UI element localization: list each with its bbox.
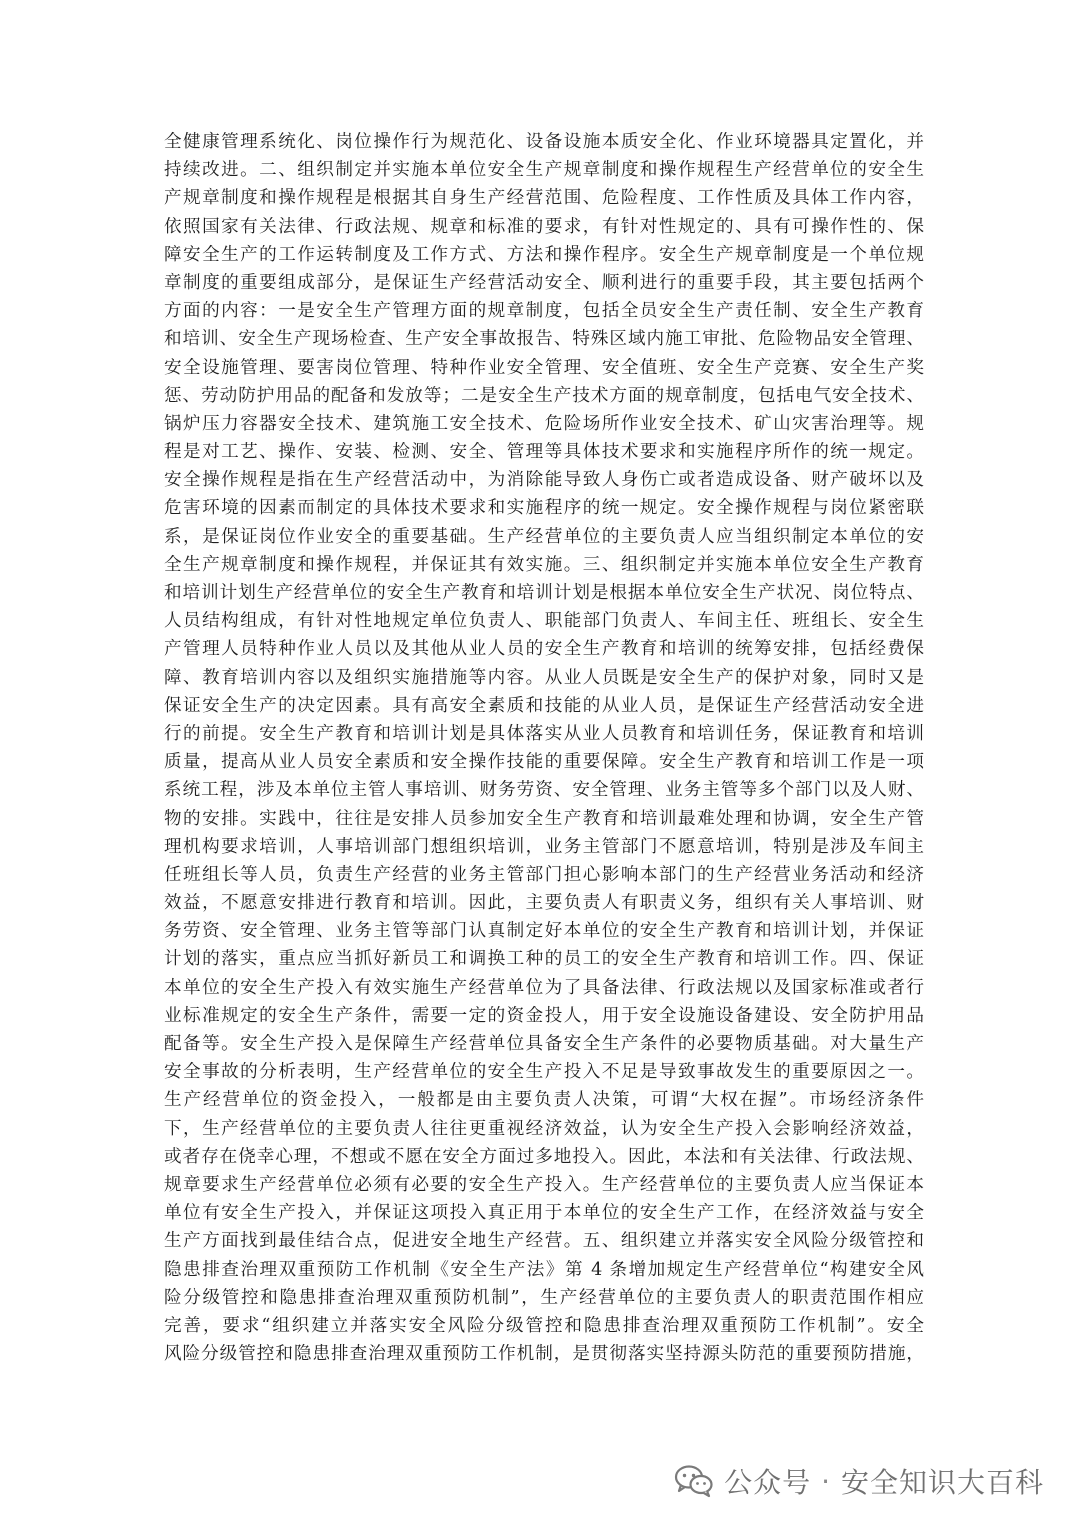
text-line: 任班组长等人员，负责生产经营的业务主管部门担心影响本部门的生产经营业务活动和经济 xyxy=(164,864,924,885)
text-line: 规章要求生产经营单位必须有必要的安全生产投入。生产经营单位的主要负责人应当保证本 xyxy=(164,1174,924,1195)
text-line: 风险分级管控和隐患排查治理双重预防工作机制，是贯彻落实坚持源头防范的重要预防措施， xyxy=(164,1344,924,1365)
text-line: 隐患排查治理双重预防工作机制《安全生产法》第 4 条增加规定生产经营单位“构建安全风 xyxy=(164,1259,924,1280)
text-line: 计划的落实，重点应当抓好新员工和调换工种的员工的安全生产教育和培训工作。四、保证 xyxy=(164,949,924,970)
text-line: 锅炉压力容器安全技术、建筑施工安全技术、危险场所作业安全技术、矿山灾害治理等。规 xyxy=(164,413,924,434)
text-line: 完善，要求“组织建立并落实安全风险分级管控和隐患排查治理双重预防工作机制”。安全 xyxy=(164,1315,924,1336)
text-line: 物的安排。实践中，往往是安排人员参加安全生产教育和培训最难处理和协调，安全生产管 xyxy=(164,808,924,829)
text-line: 障安全生产的工作运转制度及工作方式、方法和操作程序。安全生产规章制度是一个单位规 xyxy=(164,244,924,265)
watermark-separator: · xyxy=(821,1464,831,1498)
text-line: 安全操作规程是指在生产经营活动中，为消除能导致人身伤亡或者造成设备、财产破坏以及 xyxy=(164,470,924,491)
text-line: 单位有安全生产投入，并保证这项投入真正用于本单位的安全生产工作，在经济效益与安全 xyxy=(164,1203,924,1224)
text-line: 全健康管理系统化、岗位操作行为规范化、设备设施本质安全化、作业环境器具定置化，并 xyxy=(164,132,924,152)
text-line: 理机构要求培训，人事培训部门想组织培训，业务主管部门不愿意培训，特别是涉及车间主 xyxy=(164,836,924,857)
account-watermark xyxy=(674,1459,1044,1503)
document-body xyxy=(164,128,924,1368)
text-line: 险分级管控和隐患排查治理双重预防机制”，生产经营单位的主要负责人的职责范围作相应 xyxy=(164,1287,924,1308)
text-line: 下，生产经营单位的主要负责人往往更重视经济效益，认为安全生产投入会影响经济效益， xyxy=(164,1118,924,1139)
text-line: 业标准规定的安全生产条件，需要一定的资金投人，用于安全设施设备建设、安全防护用品 xyxy=(164,1005,924,1026)
text-line: 效益，不愿意安排进行教育和培训。因此，主要负责人有职责义务，组织有关人事培训、财 xyxy=(164,893,924,914)
text-line: 生产经营单位的资金投入，一般都是由主要负责人决策，可谓“大权在握”。市场经济条件 xyxy=(164,1090,924,1111)
text-line: 行的前提。安全生产教育和培训计划是具体落实从业人员教育和培训任务，保证教育和培训 xyxy=(164,723,924,744)
text-line: 程是对工艺、操作、安装、检测、安全、管理等具体技术要求和实施程序所作的统一规定。 xyxy=(164,442,924,463)
text-line: 和培训、安全生产现场检查、生产安全事故报告、特殊区域内施工审批、危险物品安全管理、 xyxy=(164,329,924,350)
text-line: 系，是保证岗位作业安全的重要基础。生产经营单位的主要负责人应当组织制定本单位的安 xyxy=(164,526,924,547)
text-line: 安全设施管理、要害岗位管理、特种作业安全管理、安全值班、安全生产竞赛、安全生产奖 xyxy=(164,357,924,378)
text-line: 惩、劳动防护用品的配备和发放等；二是安全生产技术方面的规章制度，包括电气安全技术、 xyxy=(164,385,924,406)
text-line: 持续改进。二、组织制定并实施本单位安全生产规章制度和操作规程生产经营单位的安全生 xyxy=(164,160,924,181)
text-line: 务劳资、安全管理、业务主管等部门认真制定好本单位的安全生产教育和培训计划，并保证 xyxy=(164,921,924,942)
text-line: 生产方面找到最佳结合点，促进安全地生产经营。五、组织建立并落实安全风险分级管控和 xyxy=(164,1231,924,1252)
text-line: 产规章制度和操作规程是根据其自身生产经营范围、危险程度、工作性质及具体工作内容， xyxy=(164,188,924,209)
watermark-label: 公众号 xyxy=(724,1466,812,1499)
text-line: 或者存在侥幸心理，不想或不愿在安全方面过多地投入。因此，本法和有关法律、行政法规、 xyxy=(164,1146,924,1167)
text-line: 章制度的重要组成部分，是保证生产经营活动安全、顺利进行的重要手段，其主要包括两个 xyxy=(164,272,924,293)
text-line: 配备等。安全生产投入是保障生产经营单位具备安全生产条件的必要物质基础。对大量生产 xyxy=(164,1034,924,1054)
text-line: 方面的内容：一是安全生产管理方面的规章制度，包括全员安全生产责任制、安全生产教育 xyxy=(164,301,924,322)
text-line: 质量，提高从业人员安全素质和安全操作技能的重要保障。安全生产教育和培训工作是一项 xyxy=(164,752,924,773)
text-line: 人员结构组成，有针对性地规定单位负责人、职能部门负责人、车间主任、班组长、安全生 xyxy=(164,611,924,632)
text-line: 危害环境的因素而制定的具体技术要求和实施程序的统一规定。安全操作规程与岗位紧密联 xyxy=(164,498,924,519)
text-line: 保证安全生产的决定因素。具有高安全素质和技能的从业人员，是保证生产经营活动安全进 xyxy=(164,695,924,716)
text-line: 依照国家有关法律、行政法规、规章和标准的要求，有针对性规定的、具有可操作性的、保 xyxy=(164,216,924,237)
text-line: 产管理人员特种作业人员以及其他从业人员的安全生产教育和培训的统筹安排，包括经费保 xyxy=(164,639,924,660)
text-line: 安全事故的分析表明，生产经营单位的安全生产投入不足是导致事故发生的重要原因之一。 xyxy=(164,1062,924,1083)
watermark-account-name: 安全知识大百科 xyxy=(840,1466,1044,1499)
text-line: 本单位的安全生产投入有效实施生产经营单位为了具备法律、行政法规以及国家标准或者行 xyxy=(164,977,924,998)
text-line: 系统工程，涉及本单位主管人事培训、财务劳资、安全管理、业务主管等多个部门以及人财、 xyxy=(164,780,924,801)
text-line: 障、教育培训内容以及组织实施措施等内容。从业人员既是安全生产的保护对象，同时又是 xyxy=(164,667,924,688)
text-line: 和培训计划生产经营单位的安全生产教育和培训计划是根据本单位安全生产状况、岗位特点、 xyxy=(164,583,924,603)
text-line: 全生产规章制度和操作规程，并保证其有效实施。三、组织制定并实施本单位安全生产教育 xyxy=(164,554,924,575)
wechat-icon xyxy=(674,1464,714,1498)
